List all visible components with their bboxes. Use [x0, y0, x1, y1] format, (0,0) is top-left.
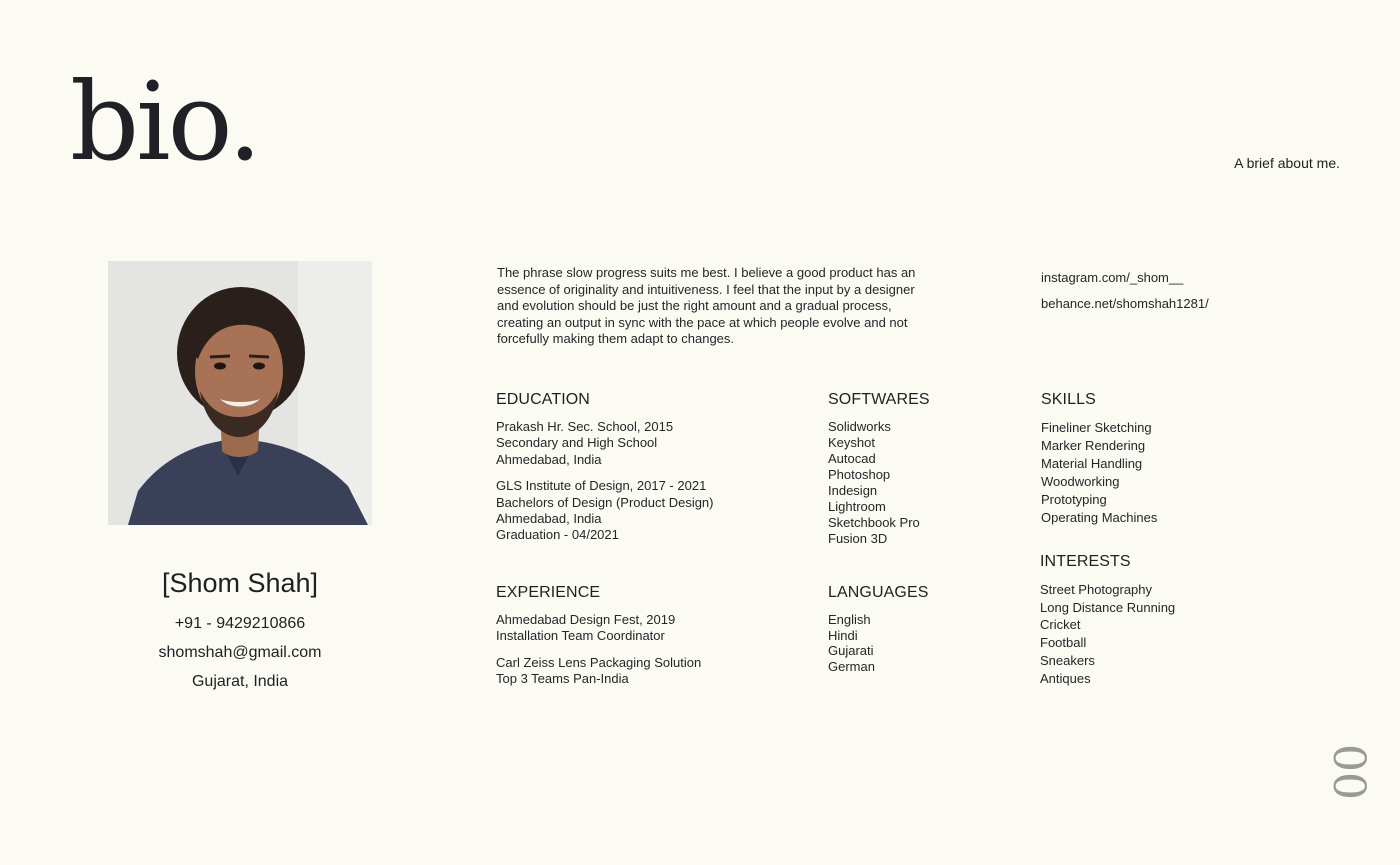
softwares-heading: SOFTWARES [828, 391, 930, 408]
instagram-link[interactable]: instagram.com/_shom__ [1041, 270, 1184, 285]
page-title: bio. [70, 60, 260, 185]
languages-section [828, 584, 1008, 674]
education-line: Secondary and High School [496, 435, 658, 451]
experience-line: Installation Team Coordinator [496, 628, 665, 644]
contact-card [108, 568, 372, 696]
education-line: Graduation - 04/2021 [496, 527, 619, 543]
profile-name: [Shom Shah] [161, 568, 319, 598]
interest-item: Cricket [1040, 617, 1081, 633]
behance-link[interactable]: behance.net/shomshah1281/ [1041, 296, 1209, 311]
profile-email[interactable]: shomshah@gmail.com [158, 644, 322, 661]
skill-item: Prototyping [1041, 492, 1107, 508]
skill-item: Woodworking [1041, 474, 1120, 490]
education-section [496, 391, 816, 544]
language-item: English [828, 612, 871, 627]
page-tagline: A brief about me. [1234, 155, 1340, 171]
education-line: Prakash Hr. Sec. School, 2015 [496, 419, 674, 434]
skills-heading: SKILLS [1041, 391, 1096, 408]
software-item: Photoshop [828, 467, 891, 482]
experience-line: Ahmedabad Design Fest, 2019 [496, 612, 676, 627]
interests-list [1040, 581, 1290, 687]
education-entry [496, 419, 816, 468]
skills-list [1041, 419, 1291, 528]
skill-item: Fineliner Sketching [1041, 420, 1152, 435]
experience-entry [496, 655, 816, 688]
skill-item: Material Handling [1041, 456, 1143, 472]
portrait-illustration [108, 261, 372, 525]
interest-item: Long Distance Running [1040, 599, 1176, 615]
language-item: German [828, 658, 875, 674]
software-item: Solidworks [828, 419, 891, 434]
experience-entry [496, 612, 816, 645]
skill-item: Marker Rendering [1041, 438, 1146, 454]
interest-item: Street Photography [1040, 582, 1153, 597]
education-line: Ahmedabad, India [496, 511, 602, 527]
language-item: Hindi [828, 627, 858, 643]
software-item: Indesign [828, 483, 878, 498]
language-item: Gujarati [828, 643, 874, 658]
page-number-text: 00 [1323, 744, 1374, 800]
softwares-list [828, 419, 1008, 547]
software-item: Autocad [828, 451, 876, 466]
page-number [1294, 742, 1374, 838]
interest-item: Sneakers [1040, 652, 1095, 668]
experience-line: Top 3 Teams Pan-India [496, 671, 629, 687]
interest-item: Antiques [1040, 670, 1091, 686]
experience-section [496, 584, 816, 688]
education-heading: EDUCATION [496, 391, 590, 408]
skills-section [1041, 391, 1291, 528]
software-item: Keyshot [828, 435, 875, 450]
education-line: GLS Institute of Design, 2017 - 2021 [496, 478, 707, 494]
profile-phone[interactable]: +91 - 9429210866 [174, 615, 306, 632]
education-line: Bachelors of Design (Product Design) [496, 494, 714, 510]
languages-heading: LANGUAGES [828, 584, 929, 601]
experience-line: Carl Zeiss Lens Packaging Solution [496, 654, 702, 670]
profile-photo [108, 261, 372, 525]
interest-item: Football [1040, 635, 1087, 651]
social-links [1041, 265, 1209, 317]
education-entry [496, 478, 816, 544]
education-line: Ahmedabad, India [496, 451, 602, 467]
software-item: Lightroom [828, 499, 886, 514]
interests-section [1040, 553, 1290, 687]
software-item: Fusion 3D [828, 531, 888, 546]
languages-list [828, 612, 1008, 674]
about-paragraph: The phrase slow progress suits me best. I believe a good product has an essence of originality and intuitiveness. I feel that the input by a designer and evolution should be just the right amount and a gradual process, creating an output in sync with the pace at which people evolve and not forcefully making them adapt to changes. [497, 265, 916, 347]
experience-heading: EXPERIENCE [496, 584, 601, 601]
skill-item: Operating Machines [1041, 510, 1158, 526]
interests-heading: INTERESTS [1040, 553, 1131, 570]
softwares-section [828, 391, 1008, 547]
profile-location: Gujarat, India [191, 673, 289, 690]
software-item: Sketchbook Pro [828, 515, 920, 530]
